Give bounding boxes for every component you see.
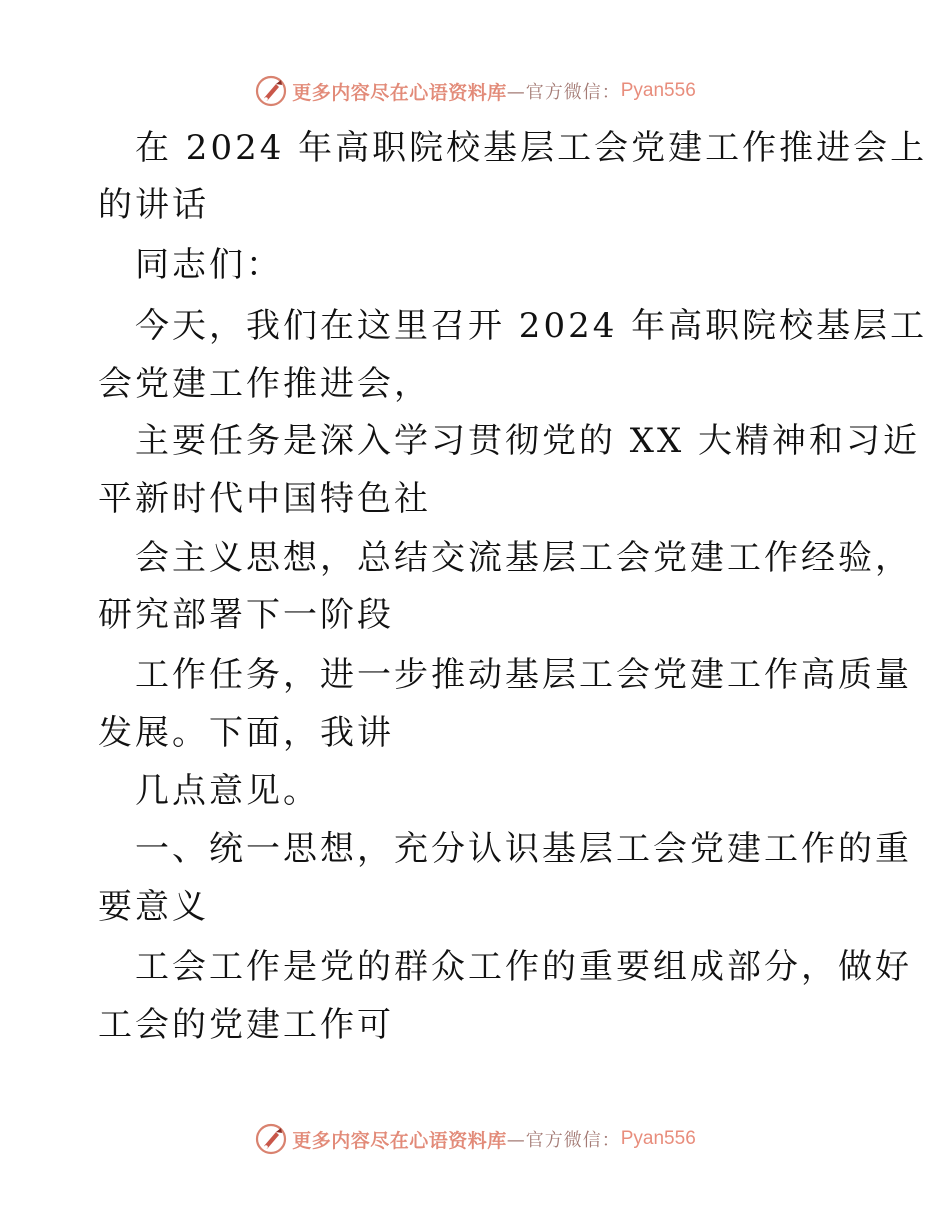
- paragraph-line: 会党建工作推进会，: [98, 364, 431, 404]
- title-line-1: 在 2024 年高职院校基层工会党建工作推进会上: [135, 128, 928, 168]
- paragraph-line: 今天，我们在这里召开 2024 年高职院校基层工: [135, 306, 928, 346]
- paragraph-line: 工会工作是党的群众工作的重要组成部分，做好: [135, 947, 912, 987]
- paragraph-line: 平新时代中国特色社: [98, 479, 431, 519]
- paragraph-line: 工作任务，进一步推动基层工会党建工作高质量: [135, 655, 912, 695]
- watermark-sub-text: —官方微信：: [506, 1130, 621, 1151]
- watermark-main-text: 更多内容尽在心语资料库: [292, 81, 507, 104]
- watermark-wechat-id: Pyan556: [620, 80, 696, 101]
- paragraph-line: 主要任务是深入学习贯彻党的 XX 大精神和习近: [135, 421, 921, 461]
- pen-nib-logo-icon: [254, 1122, 288, 1156]
- watermark-main-text: 更多内容尽在心语资料库: [292, 1129, 507, 1152]
- paragraph-line: 发展。下面，我讲: [98, 713, 394, 753]
- title-line-2: 的讲话: [98, 185, 209, 225]
- paragraph-line: 工会的党建工作可: [98, 1005, 394, 1045]
- header-watermark: [0, 73, 950, 109]
- section-heading-line: 一、统一思想，充分认识基层工会党建工作的重: [135, 829, 912, 869]
- paragraph-line: 几点意见。: [135, 771, 320, 811]
- paragraph-line: 会主义思想，总结交流基层工会党建工作经验，: [135, 538, 912, 578]
- section-heading-line: 要意义: [98, 887, 209, 927]
- paragraph-line: 研究部署下一阶段: [98, 595, 394, 635]
- pen-nib-logo-icon: [254, 74, 288, 108]
- watermark-wechat-id: Pyan556: [620, 1128, 696, 1149]
- salutation: 同志们：: [135, 245, 283, 285]
- footer-watermark: [0, 1121, 950, 1157]
- watermark-sub-text: —官方微信：: [506, 82, 621, 103]
